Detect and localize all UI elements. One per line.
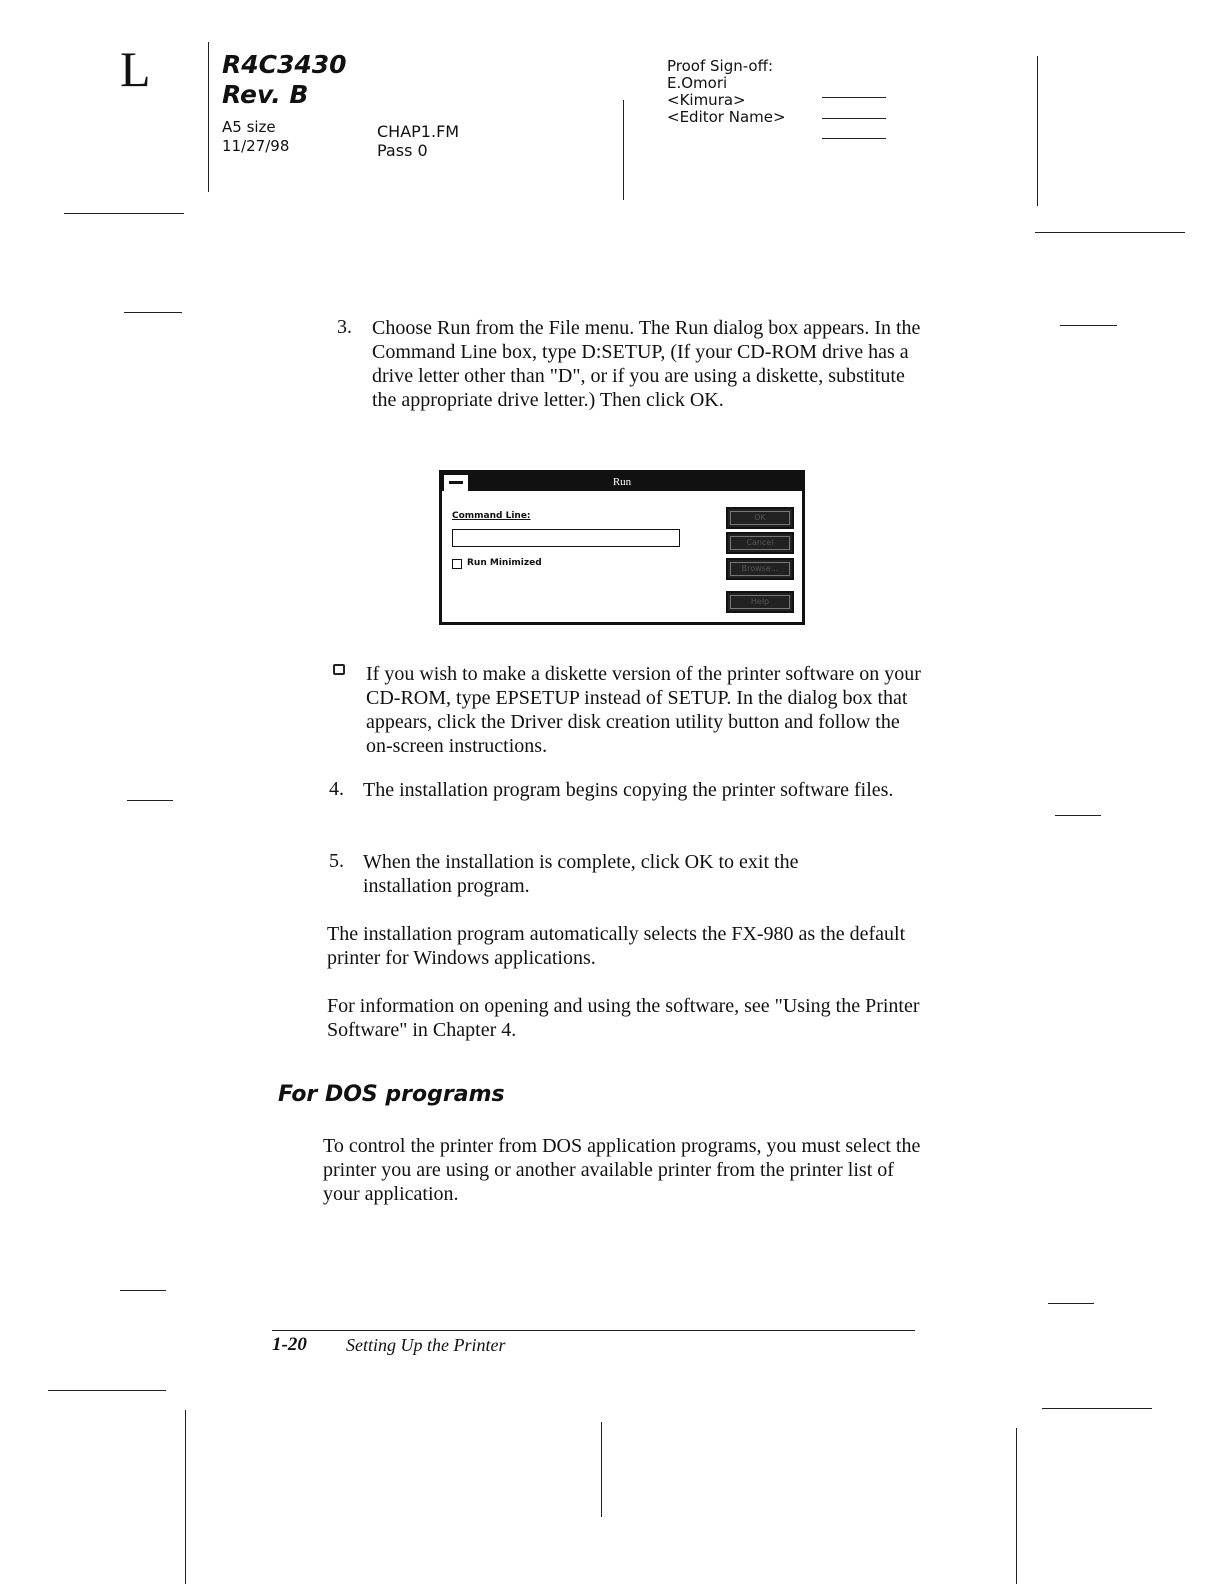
doc-date: 11/27/98 bbox=[222, 137, 290, 155]
crop-mark bbox=[48, 1390, 166, 1391]
signoff-title: Proof Sign-off: bbox=[667, 57, 773, 75]
command-line-label: Command Line: bbox=[452, 511, 531, 521]
step-5-text: When the installation is complete, click OK to exit the installation program. bbox=[363, 851, 799, 897]
size-date-block bbox=[222, 118, 289, 156]
body-paragraph: For information on opening and using the software, see "Using the Printer Software" in Chapter 4. bbox=[327, 995, 920, 1041]
header-divider-middle bbox=[623, 100, 624, 200]
command-line-input[interactable] bbox=[452, 529, 680, 547]
pass-number: Pass 0 bbox=[377, 141, 428, 160]
crop-mark bbox=[1048, 1303, 1094, 1304]
system-menu-icon[interactable] bbox=[444, 475, 468, 491]
crop-mark bbox=[64, 213, 184, 214]
step-3-text: Choose Run from the File menu. The Run dialog box appears. In the Command Line box, type D:SETUP, (If your CD-ROM drive has a drive letter other than "D", or if you are using a diskette, substitute the appropriate drive letter.) Then click OK. bbox=[372, 317, 921, 411]
proof-signoff bbox=[667, 58, 786, 126]
crop-mark bbox=[120, 1290, 166, 1291]
doc-code bbox=[222, 50, 347, 110]
signoff-name: <Editor Name> bbox=[667, 108, 786, 126]
run-minimized-label: Run Minimized bbox=[467, 558, 542, 568]
crop-mark bbox=[1060, 325, 1117, 326]
chapter-title: Setting Up the Printer bbox=[346, 1335, 506, 1355]
doc-revision: Rev. B bbox=[222, 80, 309, 109]
signoff-line bbox=[822, 118, 886, 119]
dialog-title: Run bbox=[612, 476, 632, 488]
section-heading: For DOS programs bbox=[278, 1082, 505, 1107]
file-name: CHAP1.FM bbox=[377, 122, 460, 141]
ok-button[interactable]: OK bbox=[726, 507, 794, 529]
cancel-button[interactable]: Cancel bbox=[726, 532, 794, 554]
browse-button[interactable]: Browse... bbox=[726, 558, 794, 580]
crop-mark bbox=[1055, 815, 1101, 816]
signoff-line bbox=[822, 138, 886, 139]
body-paragraph: The installation program automatically selects the FX-980 as the default printer for Windows applications. bbox=[327, 923, 906, 969]
step-number: 5. bbox=[329, 850, 344, 872]
page-number: 1-20 bbox=[272, 1334, 307, 1355]
note-bullet-icon bbox=[333, 664, 345, 675]
crop-mark bbox=[1035, 232, 1185, 233]
signoff-name: E.Omori bbox=[667, 74, 728, 92]
crop-mark bbox=[185, 1410, 186, 1584]
crop-mark bbox=[127, 800, 173, 801]
crop-mark bbox=[1042, 1408, 1152, 1409]
crop-mark bbox=[601, 1422, 602, 1517]
header-divider-left bbox=[208, 42, 209, 192]
dialog-title-bar bbox=[442, 473, 802, 491]
step-4-text: The installation program begins copying the printer software files. bbox=[363, 779, 894, 801]
step-number: 3. bbox=[337, 316, 352, 338]
run-minimized-checkbox[interactable] bbox=[452, 559, 462, 569]
body-paragraph: To control the printer from DOS application programs, you must select the printer you are using or another available printer from the printer list of your application. bbox=[323, 1135, 921, 1205]
doc-code-number: R4C3430 bbox=[222, 50, 347, 79]
side-letter: L bbox=[120, 41, 151, 97]
signoff-name: <Kimura> bbox=[667, 91, 746, 109]
run-dialog bbox=[439, 470, 805, 625]
help-button[interactable]: Help bbox=[726, 591, 794, 613]
crop-mark bbox=[124, 312, 182, 313]
step-number: 4. bbox=[329, 778, 344, 800]
crop-mark bbox=[1016, 1428, 1017, 1584]
header-divider-right bbox=[1037, 56, 1038, 206]
signoff-line bbox=[822, 97, 886, 98]
paper-size: A5 size bbox=[222, 118, 276, 136]
footer-rule bbox=[272, 1330, 915, 1331]
file-pass-block bbox=[377, 122, 459, 160]
note-text: If you wish to make a diskette version of the printer software on your CD-ROM, type EPSETUP instead of SETUP. In the dialog box that appears, click the Driver disk creation utility button and follow the on-screen instructions. bbox=[366, 663, 921, 757]
